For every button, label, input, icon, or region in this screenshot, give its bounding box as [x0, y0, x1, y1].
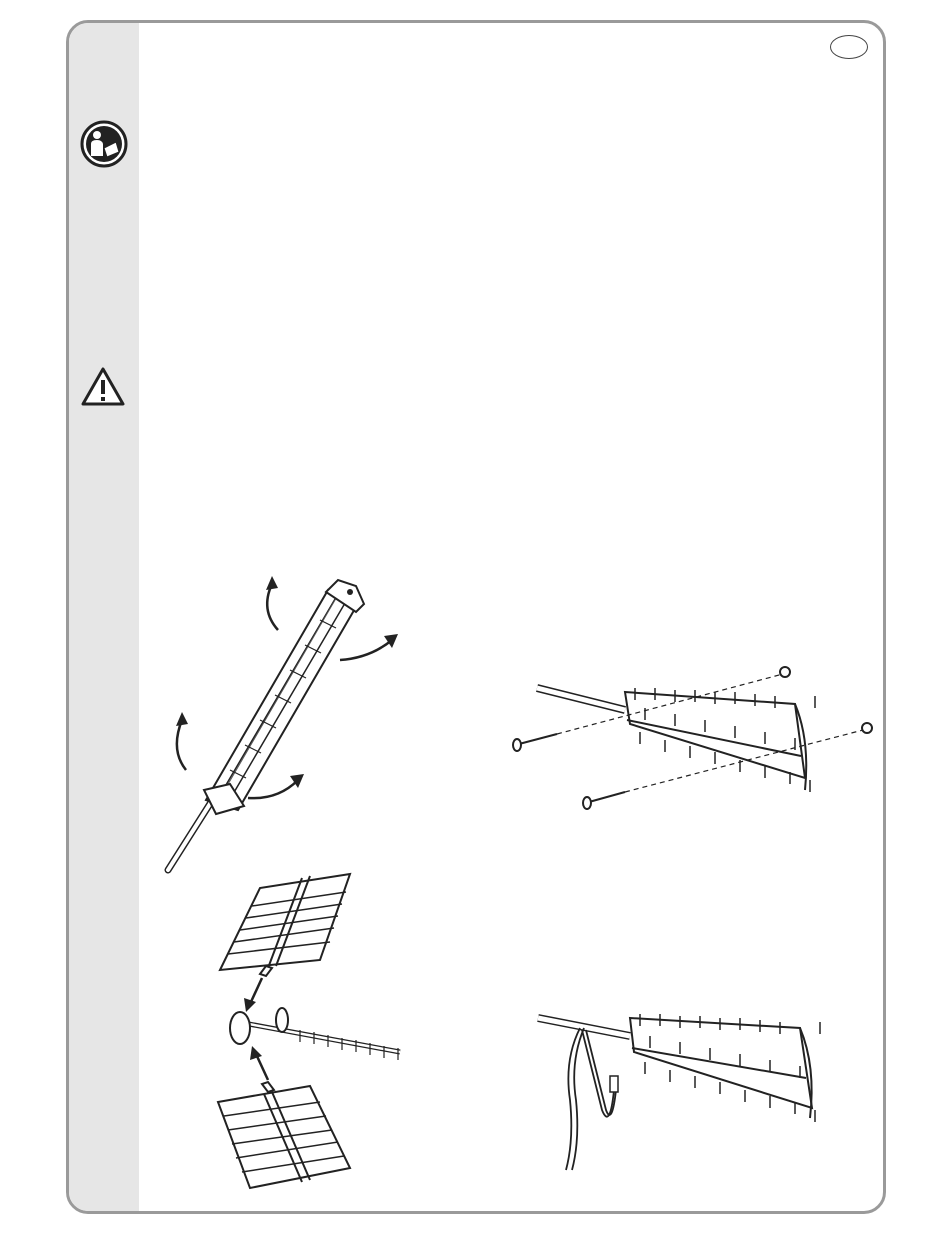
language-badge [830, 35, 868, 59]
reflector-assembly-figure [210, 870, 420, 1200]
antenna-cable-figure [530, 1000, 830, 1175]
read-manual-icon [80, 120, 128, 168]
antenna-screw-assembly-figure [505, 660, 885, 820]
side-bar [69, 23, 139, 1211]
antenna-unfold-figure [160, 570, 410, 880]
warning-icon [80, 366, 126, 408]
